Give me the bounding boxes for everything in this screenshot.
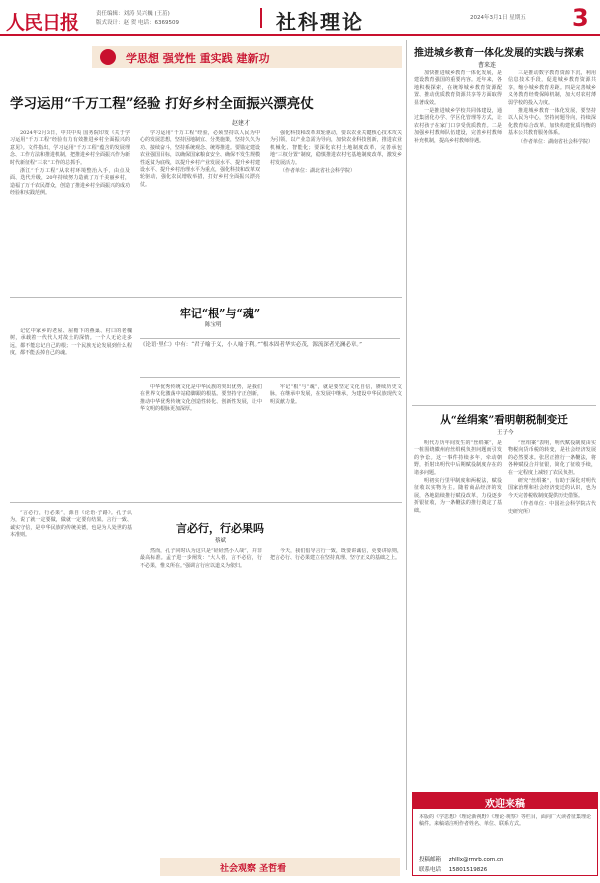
right-top-article-title: 推进城乡教育一体化发展的实践与探索 [414, 48, 584, 59]
paragraph: 牢记“根”与“魂”，就是要坚定文化自信，赓续历史文脉，在继承中发展，在发展中继承，为建设中华民族现代文明贡献力量。 [270, 384, 402, 405]
section-title: 社科理论 [276, 10, 364, 34]
main-article-author: 赵建才 [232, 120, 251, 127]
email-link[interactable]: zhlllx@rmrb.com.cn [448, 857, 504, 863]
deeds-article-title: 言必行，行必果吗 [176, 522, 264, 535]
submission-phone-row [419, 865, 487, 873]
paragraph: 明初实行里甲制度和两税法，赋役征收以实物为主。随着商品经济的发展，各地陆续推行赋役改革，力役逐步折银征收，为一条鞭法的推行奠定了基础。 [414, 478, 502, 514]
editor-info-line: 版式设计：赵 贺 电话：6369509 [96, 20, 179, 26]
right-top-article-author: 曹来连 [478, 62, 497, 69]
editor-info [96, 10, 179, 28]
submission-box-header [413, 793, 597, 809]
paragraph: （作者单位：湖南省社会科学院） [518, 138, 594, 145]
root-soul-article-quote: 《论语·里仁》中有：“君子喻于义，小人喻于利。”“根本固者华实必茂，源流深者光澜必章。” [140, 338, 400, 378]
party-emblem-icon [100, 49, 116, 65]
right-top-article-body [508, 70, 596, 400]
root-soul-article-body [270, 384, 402, 496]
root-soul-article-title: 牢记“根”与“魂” [179, 307, 261, 320]
submission-box-title: 欢迎来稿 [485, 799, 525, 810]
section-divider [10, 297, 402, 298]
slogan-banner [92, 46, 402, 68]
paragraph: 研究“丝绢案”，有助于深化对明代国家治理和社会经济变迁的认识，也为今天完善税收制度提供历史借鉴。 [508, 478, 596, 499]
newspaper-logo: 人民日报 [6, 12, 79, 34]
page-number: 3 [572, 4, 589, 32]
paragraph: “丝绢案”表明，明代赋役制度由实物税向货币税的转变，是社会经济发展的必然要求。张居正推行一条鞭法，将各种赋役合并征银，简化了征收手续，在一定程度上减轻了农民负担。 [508, 440, 596, 476]
silk-article-title: 从“丝绢案”看明朝税制变迁 [440, 414, 568, 426]
paragraph: 一是推进城乡学校共同体建设，通过集团化办学、学区化管理等方式，让农村孩子在家门口享受优质教育。二是加强乡村教师队伍建设，完善乡村教师补充机制，提高乡村教师待遇。 [414, 108, 502, 144]
paragraph: 明代万历年间发生的“丝绢案”，是一桩围绕徽州府丝绢税负担问题而引发的争讼。这一事件持续多年，牵动朝野，折射出明代中后期赋役制度存在的诸多问题。 [414, 440, 502, 476]
root-soul-article-author: 陈宝明 [205, 322, 222, 328]
paragraph: 浙江“千万工程”从农村环境整治入手，由点及面、迭代升级，20年持续努力造就了万千美丽乡村，造福了万千农民群众，创造了推进乡村全面振兴的成功经验和实践范例。 [10, 168, 130, 197]
paragraph: 强化科技和改革双轮驱动，要以农业关键核心技术攻关为引领，以产业急需为导向，加快农业科技创新，推进农业机械化、智能化；要深化农村土地制度改革，完善承包地“三权分置”制度，稳慎推进农村宅基地制度改革，激发乡村发展活力。 [270, 130, 402, 166]
deeds-article-body [10, 510, 132, 850]
root-soul-article-body [10, 328, 132, 468]
bottom-band-label: 社会观察 圣哲看 [220, 864, 287, 874]
issue-date: 2024年3月1日 星期五 [470, 15, 526, 21]
paragraph: （作者单位：湖北省社会科学院） [280, 168, 356, 175]
masthead [0, 0, 600, 40]
deeds-article-body [140, 548, 262, 848]
deeds-article-body [270, 548, 402, 848]
paragraph: 今天，我们倡导言行一致，既要讲诚信，更要讲原则，把言必行、行必果建立在坚持真理、坚守正义的基础之上。 [270, 548, 402, 562]
paragraph: 推进城乡教育一体化发展，要坚持以人民为中心，坚持问题导向，持续深化教育综合改革，加快构建优质均衡的基本公共教育服务体系。 [508, 108, 596, 137]
silk-article-body [414, 440, 502, 785]
root-soul-article-body [140, 384, 262, 496]
silk-article-body [508, 440, 596, 785]
main-article-column [10, 130, 130, 290]
submission-box-body: 本版的《学思想》《理论新视野》《理论·观察》等栏目，面向广大读者征集理论稿件。来稿请注明作者姓名、单位、联系方式。 [419, 814, 591, 828]
bottom-band [160, 858, 400, 876]
deeds-article-author: 蔡斌 [215, 538, 227, 544]
banner-slogan: 学思想 强党性 重实践 建新功 [126, 52, 270, 65]
phone-number: 15801519826 [448, 867, 488, 873]
main-article-body [10, 130, 402, 290]
main-article-title: 学习运用“千万工程”经验 打好乡村全面振兴漂亮仗 [10, 96, 314, 112]
paragraph: 加快推进城乡教育一体化发展，是建设教育强国的重要内容。近年来，各地积极探索，在统筹城乡教育资源配置、推动优质教育资源共享等方面取得显著成效。 [414, 70, 502, 106]
paragraph: 然而，孔子同时认为这只是“硁硁然小人哉”，并非最高标准。孟子进一步阐发：“大人者，言不必信，行不必果，惟义所在。”强调言行应以道义为依归。 [140, 548, 262, 569]
section-marker [260, 8, 268, 28]
paragraph: 2024年2月3日，中共中央 国务院印发《关于学习运用“千万工程”经验有力有效推进乡村全面振兴的意见》。文件指出，学习运用“千万工程”蕴含的发展理念、工作方法和推进机制，把推进乡村全面振兴作为新时代新征程“三农”工作的总抓手。 [10, 130, 130, 166]
masthead-rule [0, 34, 600, 36]
section-divider [412, 405, 596, 406]
paragraph: 中华优秀传统文化是中华民族的突出优势，是我们在世界文化激荡中站稳脚跟的根基。要坚持守正创新，推动中华优秀传统文化创造性转化、创新性发展，让中华文明的根脉更加深厚。 [140, 384, 262, 413]
submission-box [412, 792, 598, 876]
paragraph: （作者单位：中国社会科学院古代史研究所） [508, 501, 596, 515]
main-article-column [140, 130, 260, 290]
editor-info-line: 责任编辑：刘涛 吴兴巍 (王茁) [96, 11, 170, 17]
section-divider [10, 502, 402, 503]
silk-article-author: 王子今 [497, 430, 514, 436]
column-divider [406, 40, 407, 870]
paragraph: 学习运用“千万工程”经验，必须坚持以人民为中心的发展思想，坚持因地制宜、分类施策，坚持久久为功、接续奋斗，坚持系统观念、统筹推进。要锚定建设农业强国目标，以确保国家粮食安全、确保不发生规模性返贫为底线，以提升乡村产业发展水平、提升乡村建设水平、提升乡村治理水平为重点，强化科技和改革双轮驱动，强化农民增收举措，打好乡村全面振兴漂亮仗。 [140, 130, 260, 188]
phone-label: 联系电话 [419, 867, 442, 873]
paragraph: 记忆中家乡的老屋、屋檐下的燕巢、村口的老槐树，承载着一代代人对故土的深情。一个人无论走多远，都不能忘记自己的根；一个民族无论发展到什么程度，都不能丢掉自己的魂。 [10, 328, 132, 357]
paragraph: “言必行，行必果”，源自《论语·子路》。孔子认为，说了就一定要做，做就一定要有结果。言行一致、诚实守信，是中华民族的传统美德，也是为人处世的基本准则。 [10, 510, 132, 539]
submission-email-row [419, 855, 504, 863]
email-label: 投稿邮箱 [419, 857, 442, 863]
main-article-column [270, 130, 402, 290]
right-top-article-body [414, 70, 502, 400]
paragraph: 三是推动数字教育资源下沉，利用信息技术手段，促进城乡教育资源共享，缩小城乡教育差距。四是完善城乡义务教育经费保障机制，加大对农村薄弱学校的投入力度。 [508, 70, 596, 106]
